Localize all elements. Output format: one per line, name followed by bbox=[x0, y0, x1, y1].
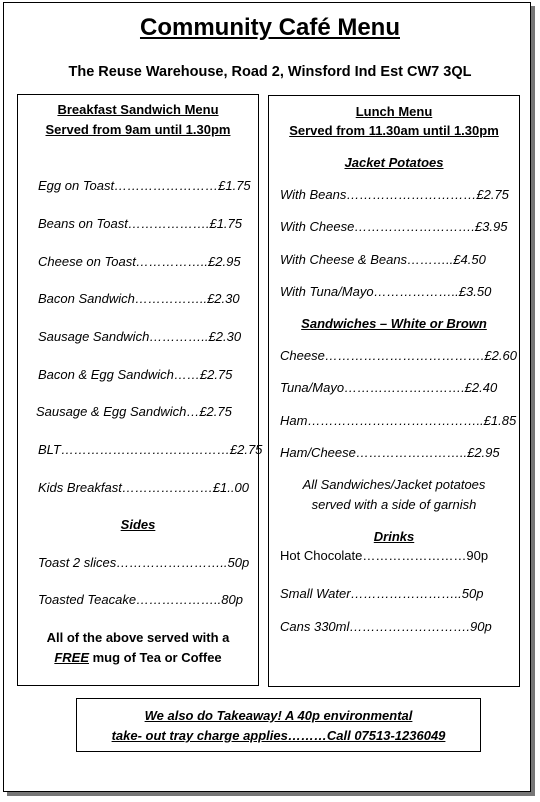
menu-item: Toasted Teacake………………..80p bbox=[38, 592, 243, 607]
menu-item: Kids Breakfast…………………£1..00 bbox=[38, 480, 249, 495]
menu-item: Sausage Sandwich…………..£2.30 bbox=[38, 329, 242, 344]
menu-item: With Beans…………………………£2.75 bbox=[280, 187, 509, 202]
takeaway-notice: We also do Takeaway! A 40p environmental take- out tray charge applies………Call 07513-1236049 bbox=[76, 698, 481, 752]
menu-item: Beans on Toast……………….£1.75 bbox=[38, 216, 243, 231]
lunch-hours: Served from 11.30am until 1.30pm bbox=[289, 123, 499, 138]
free-drink-note: All of the above served with a FREE mug of Tea or Coffee bbox=[46, 630, 230, 665]
garnish-note: All Sandwiches/Jacket potatoes served with a side of garnish bbox=[302, 477, 486, 512]
menu-item: With Cheese……………………….£3.95 bbox=[280, 219, 508, 234]
menu-item: Ham…………………………………..£1.85 bbox=[280, 413, 517, 428]
menu-item: Toast 2 slices……………………..50p bbox=[38, 555, 250, 570]
menu-item: Cheese……………………………….£2.60 bbox=[280, 348, 517, 363]
menu-item: Small Water……………………..50p bbox=[280, 586, 484, 601]
free-label: FREE bbox=[54, 650, 89, 665]
menu-item: With Tuna/Mayo………………..£3.50 bbox=[280, 284, 492, 299]
menu-item: Tuna/Mayo……………………….£2.40 bbox=[280, 380, 498, 395]
menu-item: BLT…………………………………£2.75 bbox=[38, 442, 263, 457]
cafe-address: The Reuse Warehouse, Road 2, Winsford Ind Est CW7 3QL bbox=[68, 64, 472, 80]
page-title: Community Café Menu bbox=[139, 14, 400, 41]
menu-item: Hot Chocolate……………………90p bbox=[280, 548, 489, 563]
menu-item: Bacon & Egg Sandwich……£2.75 bbox=[38, 367, 233, 382]
menu-item: Ham/Cheese……………………..£2.95 bbox=[280, 445, 500, 460]
sides-heading: Sides bbox=[120, 517, 156, 532]
menu-item: Cheese on Toast……………..£2.95 bbox=[38, 254, 241, 269]
breakfast-panel bbox=[17, 94, 263, 686]
breakfast-heading: Breakfast Sandwich Menu bbox=[57, 102, 219, 117]
sandwiches-heading: Sandwiches – White or Brown bbox=[301, 316, 487, 331]
breakfast-hours: Served from 9am until 1.30pm bbox=[45, 122, 231, 137]
lunch-panel bbox=[268, 95, 520, 687]
jacket-potatoes-heading: Jacket Potatoes bbox=[344, 155, 444, 170]
menu-item: Cans 330ml……………………….90p bbox=[280, 619, 492, 634]
menu-item: Bacon Sandwich……………..£2.30 bbox=[38, 291, 240, 306]
menu-item: Egg on Toast……………………£1.75 bbox=[38, 178, 251, 193]
lunch-heading: Lunch Menu bbox=[355, 104, 433, 119]
menu-item: With Cheese & Beans………..£4.50 bbox=[280, 252, 486, 267]
drinks-heading: Drinks bbox=[373, 529, 415, 544]
menu-item: Sausage & Egg Sandwich…£2.75 bbox=[36, 404, 232, 419]
